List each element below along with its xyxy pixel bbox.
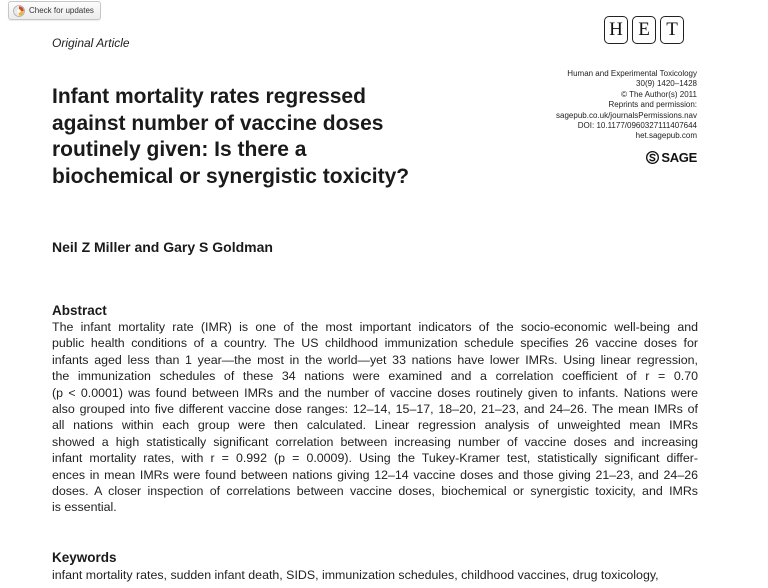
reprints-label: Reprints and permission: (608, 100, 697, 110)
abstract-line: ences in mean IMRs were found between nations giving 12–14 vaccine doses and those giving 21–23, and 24–26 (52, 467, 698, 482)
journal-logo-letter-h: H (604, 16, 628, 44)
abstract-heading: Abstract (52, 303, 107, 318)
publisher-name: SAGE (661, 150, 697, 165)
journal-volume-pages: 30(9) 1420–1428 (636, 79, 697, 89)
journal-logo-letter-e: E (632, 16, 656, 44)
journal-logo (604, 16, 684, 44)
abstract-line: showed a high statistically significant correlation between increasing number of vaccine doses and increasing (52, 434, 698, 449)
abstract-line: doses. A closer inspection of correlations between vaccine doses, biochemical or synergistic toxicity, and IMRs (52, 484, 698, 499)
journal-logo-letter-t: T (660, 16, 684, 44)
abstract-line: is essential. (52, 500, 117, 515)
abstract-line: infant mortality rates, with r = 0.992 (p = 0.0009). Using the Tukey-Kramer test, statistically significant differ- (52, 451, 698, 466)
journal-website-link[interactable]: het.sagepub.com (635, 131, 697, 141)
article-type-label: Original Article (52, 36, 130, 50)
journal-name: Human and Experimental Toxicology (567, 69, 697, 78)
keywords-text: infant mortality rates, sudden infant death, SIDS, immunization schedules, childhood vaccines, drug toxicology, (52, 568, 659, 582)
check-for-updates-label: Check for updates (29, 6, 94, 15)
article-title-line: Infant mortality rates regressed (52, 85, 366, 108)
sage-logo-icon (646, 151, 659, 164)
abstract-line: The infant mortality rate (IMR) is one of the most important indicators of the socio-economic well-being and (52, 320, 698, 334)
keywords-heading: Keywords (52, 550, 117, 565)
abstract-line: also grouped into five different vaccine dose ranges: 12–14, 15–17, 18–20, 21–23, and 24–26. The mean IMRs of (52, 402, 698, 417)
article-title (52, 84, 472, 190)
article-authors: Neil Z Miller and Gary S Goldman (52, 239, 273, 255)
abstract-line: all nations within each group were then calculated. Linear regression analysis of unweighted mean IMRs (52, 418, 698, 433)
abstract-line: infants aged less than 1 year—the most in the world—yet 33 nations have lower IMRs. Using linear regression, (52, 352, 698, 367)
abstract-line: public health conditions of a country. The US childhood immunization schedule specifies 26 vaccine doses for (52, 336, 698, 351)
article-title-line: biochemical or synergistic toxicity? (52, 164, 410, 188)
publisher-logo (646, 150, 697, 165)
permissions-link[interactable]: sagepub.co.uk/journalsPermissions.nav (556, 110, 697, 120)
journal-citation-info (556, 69, 697, 142)
abstract-line: the immunization schedules of these 34 nations were examined and a correlation coefficient of r = 0.70 (52, 369, 698, 384)
check-for-updates-icon (13, 5, 25, 17)
article-title-line: against number of vaccine doses (52, 111, 384, 135)
abstract-text (52, 319, 698, 516)
copyright-line: © The Author(s) 2011 (621, 89, 697, 99)
doi-line[interactable]: DOI: 10.1177/0960327111407644 (577, 121, 697, 131)
article-title-line: routinely given: Is there a (52, 138, 307, 161)
check-for-updates-button[interactable] (8, 1, 101, 20)
abstract-line: (p < 0.0001) was found between IMRs and the number of vaccine doses routinely given to infants. Nations were (52, 385, 698, 400)
